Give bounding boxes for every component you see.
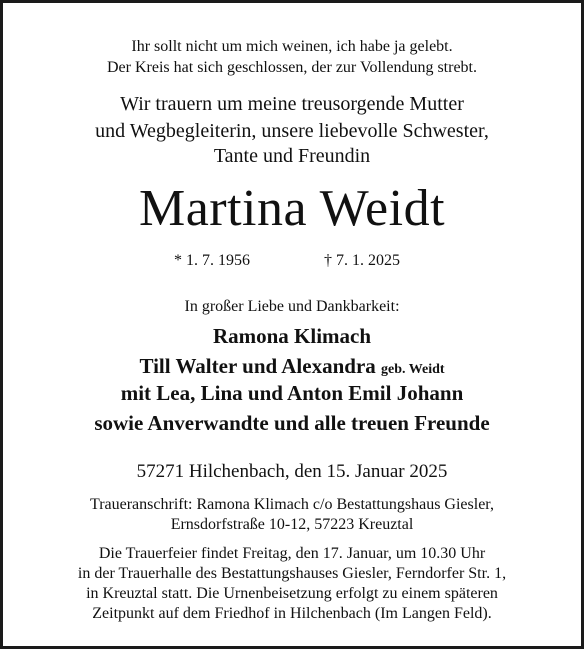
- ceremony-line-3: in Kreuztal statt. Die Urnenbeisetzung erfolgt zu einem späteren: [86, 585, 498, 602]
- deceased-name: Martina Weidt: [138, 180, 446, 237]
- intro-line-2: und Wegbegleiterin, unsere liebevolle Schwester,: [95, 120, 489, 142]
- mourner-line-3: mit Lea, Lina und Anton Emil Johann: [120, 381, 464, 405]
- mourner-line-2-main: Till Walter und Alexandra: [139, 354, 376, 378]
- mourner-line-1: Ramona Klimach: [212, 324, 372, 348]
- ceremony-line-1: Die Trauerfeier findet Freitag, den 17. Januar, um 10.30 Uhr: [98, 545, 486, 562]
- maiden-name-note: geb. Weidt: [381, 362, 445, 377]
- address-line-1: Traueranschrift: Ramona Klimach c/o Bestattungshaus Giesler,: [89, 496, 494, 513]
- birth-date: * 1. 7. 1956: [174, 252, 250, 269]
- motto-line-1: Ihr sollt nicht um mich weinen, ich habe ja gelebt.: [131, 38, 453, 55]
- intro-line-1: Wir trauern um meine treusorgende Mutter: [120, 93, 464, 115]
- mourners-intro: In großer Liebe und Dankbarkeit:: [184, 298, 400, 315]
- mourner-line-4: sowie Anverwandte und alle treuen Freunde: [94, 411, 490, 435]
- address-line-2: Ernsdorfstraße 10-12, 57223 Kreuztal: [170, 516, 414, 533]
- life-dates: [3, 252, 581, 272]
- ceremony-line-2: in der Trauerhalle des Bestattungshauses Giesler, Ferndorfer Str. 1,: [77, 565, 507, 582]
- motto-line-2: Der Kreis hat sich geschlossen, der zur Vollendung strebt.: [107, 59, 477, 76]
- ceremony-line-4: Zeitpunkt auf dem Friedhof in Hilchenbach (Im Langen Feld).: [92, 605, 492, 622]
- place-and-date: 57271 Hilchenbach, den 15. Januar 2025: [136, 461, 448, 482]
- death-date: † 7. 1. 2025: [324, 252, 400, 269]
- intro-line-3: Tante und Freundin: [213, 145, 371, 167]
- mourner-line-2: [3, 353, 581, 383]
